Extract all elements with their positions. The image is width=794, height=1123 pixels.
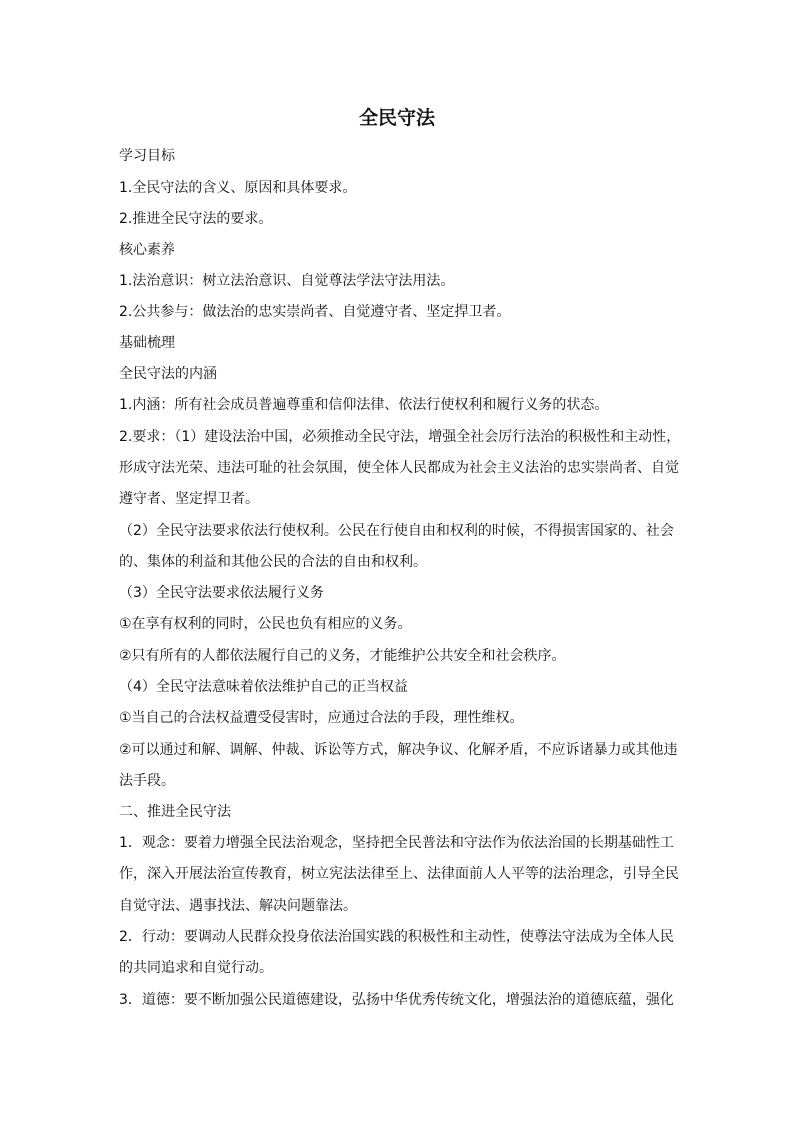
text-line: ①在享有权利的同时，公民也负有相应的义务。	[119, 616, 412, 632]
text-line: 全民守法的内涵	[119, 366, 217, 382]
text-line: ②可以通过和解、调解、仲裁、诉讼等方式，解决争议、化解矛盾，不应诉诸暴力或其他违	[119, 742, 678, 758]
text-line: 学习目标	[119, 148, 175, 164]
text-line: ①当自己的合法权益遭受侵害时，应通过合法的手段，理性维权。	[119, 710, 524, 726]
text-line: 基础梳理	[119, 335, 175, 351]
text-line: 形成守法光荣、违法可耻的社会氛围，使全体人民都成为社会主义法治的忠实崇尚者、自觉	[119, 460, 679, 476]
text-line: （2）全民守法要求依法行使权利。公民在行使自由和权利的时候，不得损害国家的、社会	[119, 523, 674, 539]
text-line: 1.内涵：所有社会成员普遍尊重和信仰法律、依法行使权利和履行义务的状态。	[119, 397, 609, 413]
text-line: 2.公共参与：做法治的忠实崇尚者、自觉遵守者、坚定捍卫者。	[119, 304, 511, 320]
text-line: 作，深入开展法治宣传教育，树立宪法法律至上、法律面前人人平等的法治理念，引导全民	[119, 866, 679, 882]
text-line: 的共同追求和自觉行动。	[119, 960, 273, 976]
text-line: 2.要求：（1）建设法治中国，必须推动全民守法，增强全社会厉行法治的积极性和主动性，	[119, 429, 681, 445]
page-title: 全民守法	[358, 107, 435, 129]
text-line: 1．观念：要着力增强全民法治观念，坚持把全民普法和守法作为依法治国的长期基础性工	[119, 835, 674, 851]
text-line: 1.法治意识：树立法治意识、自觉尊法学法守法用法。	[119, 273, 455, 289]
text-line: ②只有所有的人都依法履行自己的义务，才能维护公共安全和社会秩序。	[119, 648, 566, 664]
text-line: 1.全民守法的含义、原因和具体要求。	[119, 180, 357, 196]
text-line: 3．道德：要不断加强公民道德建设，弘扬中华优秀传统文化，增强法治的道德底蕴，强化	[119, 992, 674, 1008]
text-line: 2．行动：要调动人民群众投身依法治国实践的积极性和主动性，使尊法守法成为全体人民	[119, 929, 674, 945]
text-line: （3）全民守法要求依法履行义务	[119, 585, 324, 601]
text-line: 2.推进全民守法的要求。	[119, 211, 273, 227]
text-line: 核心素养	[119, 242, 175, 258]
text-line: 法手段。	[119, 773, 175, 789]
text-line: 二、推进全民守法	[119, 804, 231, 820]
text-line: 遵守者、坚定捍卫者。	[119, 491, 259, 507]
text-line: 的、集体的利益和其他公民的合法的自由和权利。	[119, 554, 427, 570]
text-line: （4）全民守法意味着依法维护自己的正当权益	[119, 679, 408, 695]
text-line: 自觉守法、遇事找法、解决问题靠法。	[119, 898, 357, 914]
